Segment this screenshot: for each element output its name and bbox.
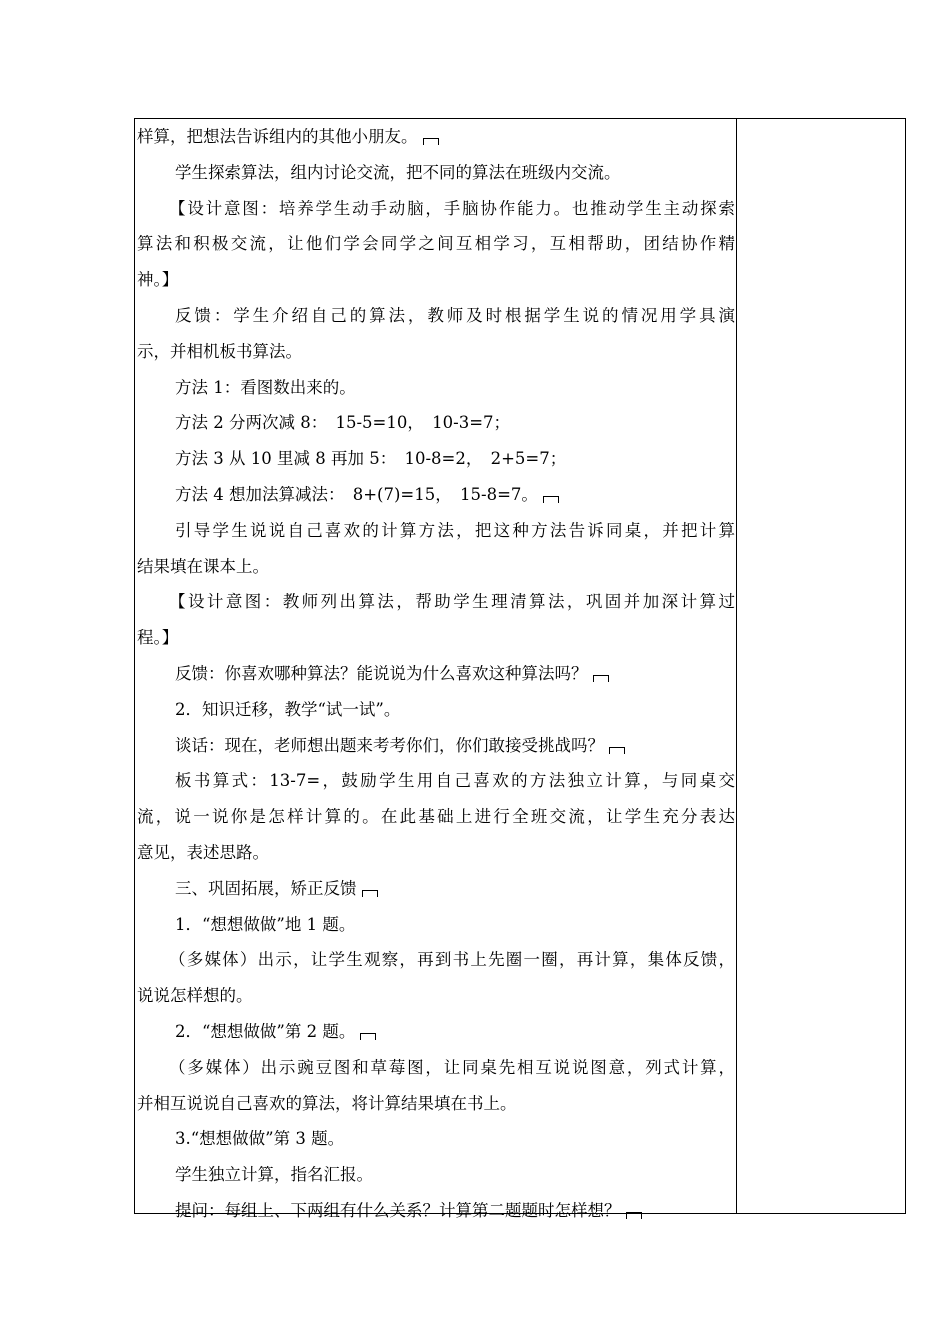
lesson-content [137,119,735,1229]
text-line: 2．知识迁移，教学“试一试”。 [175,699,401,719]
edit-mark-icon [609,747,625,754]
text-line: 2．“想想做做”第 2 题。 [137,1014,735,1050]
text-line: 板书算式：13-7=，鼓励学生用自己喜欢的方法独立计算，与同桌交 [175,771,735,791]
text-line: 方法 1：看图数出来的。 [175,377,356,397]
text-line: 引导学生说说自己喜欢的计算方法，把这种方法告诉同桌，并把计算 [175,520,735,540]
edit-mark-icon [543,496,559,503]
edit-mark-icon [362,890,378,897]
text-line: 1．“想想做做”地 1 题。 [175,914,356,934]
text-line: 提问：每组上、下两组有什么关系？计算第二题题时怎样想？ [137,1193,735,1229]
text-line: 【设计意图：培养学生动手动脑，手脑协作能力。也推动学生主动探索 [169,198,735,218]
text-line: 三、巩固拓展，矫正反馈 [137,871,735,907]
text-line: 样算，把想法告诉组内的其他小朋友。 [137,119,735,155]
text-line: 流，说一说你是怎样计算的。在此基础上进行全班交流，让学生充分表达 [137,807,735,827]
text-line: 示，并相机板书算法。 [137,341,302,361]
text-line: 方法 3 从 10 里减 8 再加 5： 10-8=2， 2+5=7； [175,449,567,469]
text-line: 学生独立计算，指名汇报。 [175,1165,373,1185]
text-line: 反馈：学生介绍自己的算法，教师及时根据学生说的情况用学具演 [175,305,735,325]
text-line: 结果填在课本上。 [137,556,269,576]
text-line: 并相互说说自己喜欢的算法，将计算结果填在书上。 [137,1093,517,1113]
text-line: 学生探索算法，组内讨论交流，把不同的算法在班级内交流。 [175,162,621,182]
text-line: 反馈：你喜欢哪种算法？能说说为什么喜欢这种算法吗？ [137,656,735,692]
text-line: （多媒体）出示，让学生观察，再到书上先圈一圈，再计算，集体反馈， [169,950,735,970]
column-divider [736,119,737,1213]
edit-mark-icon [360,1033,376,1040]
text-line: 说说怎样想的。 [137,986,253,1006]
text-line: 【设计意图：教师列出算法，帮助学生理清算法，巩固并加深计算过 [169,592,735,612]
text-line: 方法 4 想加法算减法： 8+(7)=15， 15-8=7。 [137,477,735,513]
edit-mark-icon [626,1212,642,1219]
edit-mark-icon [593,675,609,682]
text-line: 方法 2 分两次减 8： 15-5=10， 10-3=7； [175,413,511,433]
text-line: 程。】 [137,628,179,648]
text-line: 神。】 [137,270,179,290]
lesson-table [134,118,906,1220]
text-line: 谈话：现在，老师想出题来考考你们，你们敢接受挑战吗？ [137,728,735,764]
edit-mark-icon [423,138,439,145]
text-line: （多媒体）出示豌豆图和草莓图，让同桌先相互说说图意，列式计算， [169,1057,735,1077]
text-line: 意见，表述思路。 [137,842,269,862]
text-line: 3.“想想做做”第 3 题。 [175,1129,345,1149]
text-line: 算法和积极交流，让他们学会同学之间互相学习，互相帮助，团结协作精 [137,234,735,254]
